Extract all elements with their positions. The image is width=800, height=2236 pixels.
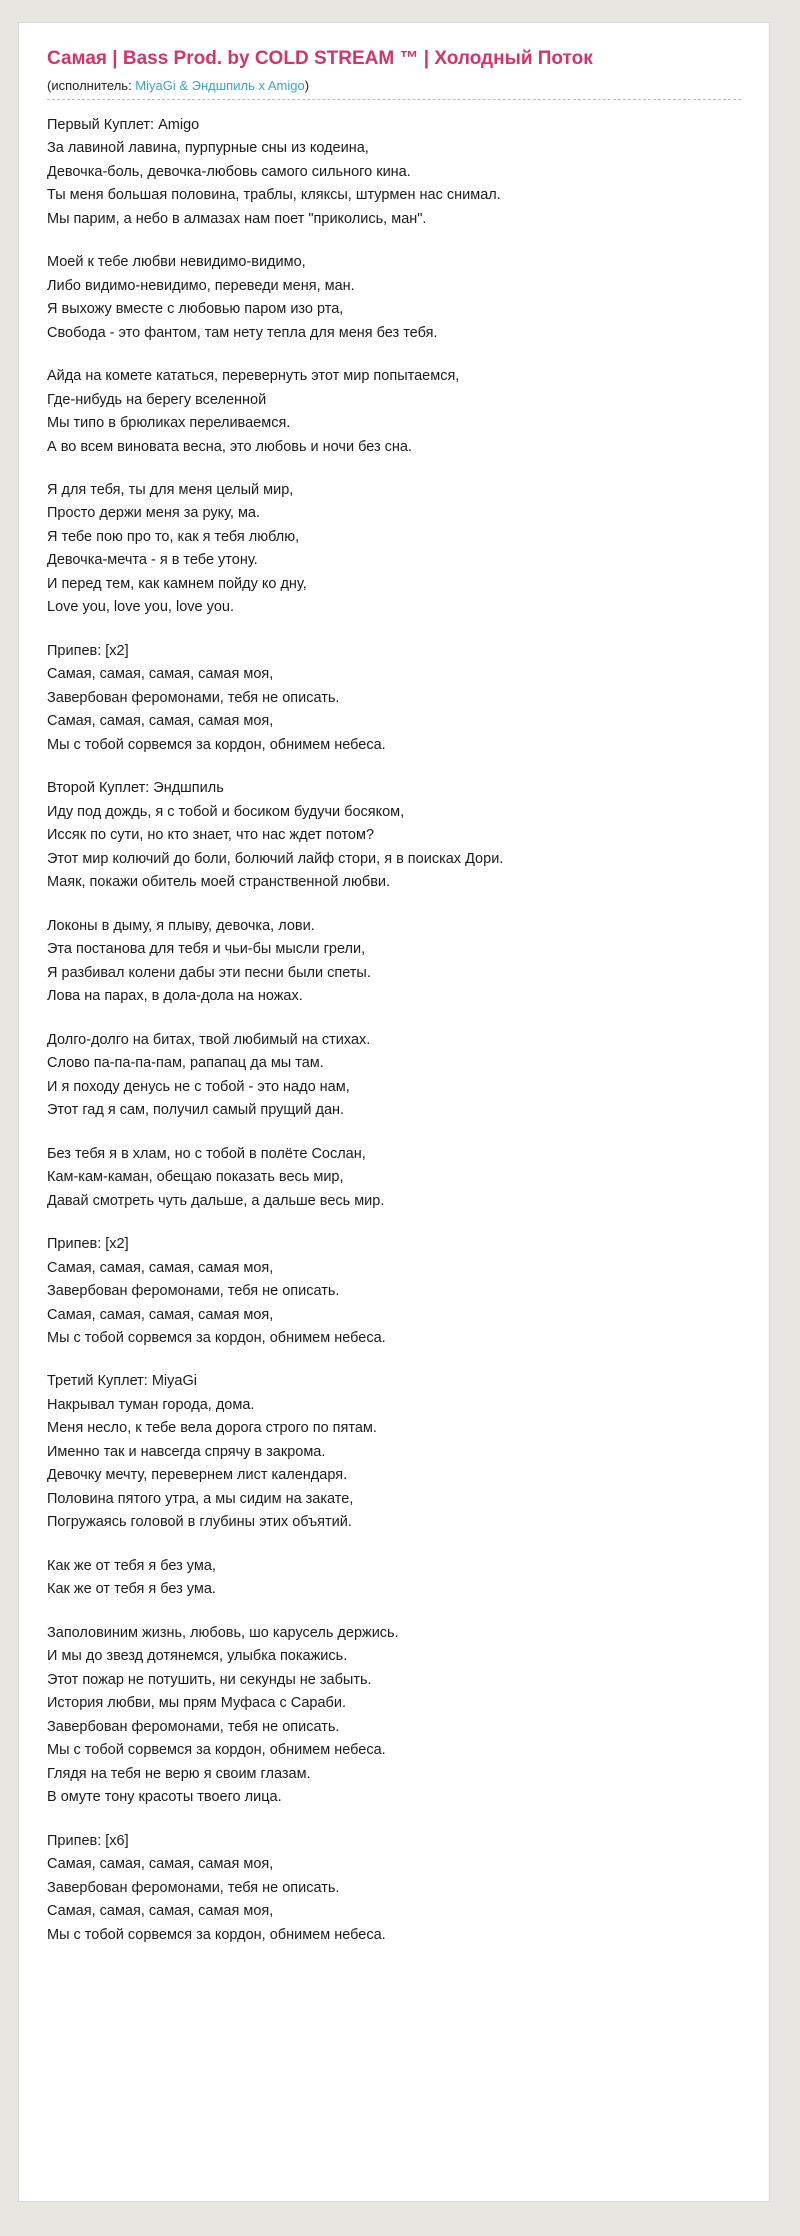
lyrics-line: Свобода - это фантом, там нету тепла для меня без тебя. [47, 324, 438, 341]
lyrics-line: Второй Куплет: Эндшпиль [47, 780, 224, 797]
lyrics-stanza [47, 1622, 747, 1810]
lyrics-stanza [47, 1555, 747, 1602]
lyrics-line: Завербован феромонами, тебя не описать. [47, 1718, 340, 1735]
lyrics-line: Ты меня большая половина, траблы, кляксы, штурмен нас снимал. [47, 187, 501, 204]
performer-suffix: ) [304, 77, 310, 93]
lyrics-line: Этот гад я сам, получил самый прущий дан. [47, 1102, 345, 1119]
lyrics-line: Девочка-мечта - я в тебе утону. [47, 552, 258, 569]
lyrics-line: Третий Куплет: MiyaGi [47, 1373, 197, 1390]
lyrics-line: Я для тебя, ты для меня целый мир, [47, 481, 294, 498]
lyrics-line: Самая, самая, самая, самая моя, [47, 666, 274, 683]
lyrics-line: Самая, самая, самая, самая моя, [47, 1306, 274, 1323]
lyrics-line: Как же от тебя я без ума, [47, 1557, 216, 1574]
lyrics-stanza [47, 1143, 747, 1213]
lyrics-line: Как же от тебя я без ума. [47, 1581, 216, 1598]
lyrics-line: Девочка-боль, девочка-любовь самого сильного кина. [47, 163, 411, 180]
lyrics-line: Мы с тобой сорвемся за кордон, обнимем небеса. [47, 1742, 386, 1759]
lyrics-line: Заполовиним жизнь, любовь, шо карусель держись. [47, 1624, 399, 1641]
lyrics-line: Я разбивал колени дабы эти песни были спеты. [47, 964, 371, 981]
lyrics-line: Девочку мечту, перевернем лист календаря. [47, 1467, 348, 1484]
lyrics-stanza [47, 1233, 747, 1350]
lyrics-line: Без тебя я в хлам, но с тобой в полёте Сослан, [47, 1145, 366, 1162]
page-title: Самая | Bass Prod. by COLD STREAM ™ | Холодный Поток [47, 48, 593, 69]
lyrics-line: Припев: [x6] [47, 1832, 129, 1849]
lyrics-stanza [47, 479, 747, 620]
lyrics-stanza [47, 1370, 747, 1534]
lyrics-line: Мы с тобой сорвемся за кордон, обнимем небеса. [47, 736, 386, 753]
lyrics-card [18, 22, 770, 2202]
divider [47, 99, 741, 100]
lyrics-line: Иссяк по сути, но кто знает, что нас ждет потом? [47, 827, 375, 844]
lyrics-stanza [47, 640, 747, 757]
performer-link[interactable]: MiyaGi & Эндшпиль x Amigo [135, 77, 305, 93]
lyrics-line: Мы типо в брюликах переливаемся. [47, 415, 291, 432]
lyrics-line: Самая, самая, самая, самая моя, [47, 1856, 274, 1873]
lyrics-line: И я походу денусь не с тобой - это надо нам, [47, 1078, 350, 1095]
lyrics-line: Иду под дождь, я с тобой и босиком будучи босяком, [47, 803, 405, 820]
lyrics-line: В омуте тону красоты твоего лица. [47, 1789, 282, 1806]
lyrics-line: Этот мир колючий до боли, болючий лайф стори, я в поисках Дори. [47, 850, 504, 867]
lyrics-line: И мы до звезд дотянемся, улыбка покажись. [47, 1648, 348, 1665]
lyrics-line: Моей к тебе любви невидимо-видимо, [47, 254, 306, 271]
lyrics-line: А во всем виновата весна, это любовь и ночи без сна. [47, 438, 413, 455]
lyrics-line: Мы парим, а небо в алмазах нам поет "приколись, ман". [47, 210, 427, 227]
lyrics-line: Слово па-па-па-пам, рапапац да мы там. [47, 1055, 324, 1072]
lyrics-line: Долго-долго на битах, твой любимый на стихах. [47, 1031, 371, 1048]
lyrics-line: Этот пожар не потушить, ни секунды не забыть. [47, 1671, 372, 1688]
lyrics-line: Завербован феромонами, тебя не описать. [47, 1879, 340, 1896]
lyrics-stanza [47, 915, 747, 1009]
lyrics-stanza [47, 365, 747, 459]
lyrics-line: Припев: [x2] [47, 642, 129, 659]
lyrics-line: Лова на парах, в дола-дола на ножах. [47, 988, 303, 1005]
lyrics-line: Погружаясь головой в глубины этих объятий. [47, 1514, 352, 1531]
lyrics-line: Я выхожу вместе с любовью паром изо рта, [47, 301, 344, 318]
lyrics-line: Припев: [x2] [47, 1236, 129, 1253]
lyrics-line: Именно так и навсегда спрячу в закрома. [47, 1443, 326, 1460]
lyrics-line: Где-нибудь на берегу вселенной [47, 391, 267, 408]
lyrics-line: Давай смотреть чуть дальше, а дальше весь мир. [47, 1192, 385, 1209]
lyrics-stanza [47, 251, 747, 345]
lyrics-body [47, 114, 747, 1947]
lyrics-line: Локоны в дыму, я плыву, девочка, лови. [47, 917, 315, 934]
lyrics-line: История любви, мы прям Муфаса с Сараби. [47, 1695, 346, 1712]
lyrics-line: Love you, love you, love you. [47, 599, 235, 616]
lyrics-line: И перед тем, как камнем пойду ко дну, [47, 575, 307, 592]
lyrics-line: Завербован феромонами, тебя не описать. [47, 1283, 340, 1300]
lyrics-line: Накрывал туман города, дома. [47, 1396, 255, 1413]
lyrics-stanza [47, 777, 747, 894]
lyrics-line: Глядя на тебя не верю я своим глазам. [47, 1765, 311, 1782]
lyrics-line: Маяк, покажи обитель моей странственной любви. [47, 874, 391, 891]
lyrics-stanza [47, 114, 747, 231]
lyrics-line: Мы с тобой сорвемся за кордон, обнимем небеса. [47, 1926, 386, 1943]
lyrics-stanza [47, 1029, 747, 1123]
lyrics-stanza [47, 1830, 747, 1947]
lyrics-line: Самая, самая, самая, самая моя, [47, 1259, 274, 1276]
performer-line [47, 78, 747, 93]
lyrics-line: Самая, самая, самая, самая моя, [47, 1903, 274, 1920]
lyrics-line: Самая, самая, самая, самая моя, [47, 713, 274, 730]
lyrics-line: Я тебе пою про то, как я тебя люблю, [47, 528, 300, 545]
lyrics-line: Айда на комете кататься, перевернуть этот мир попытаемся, [47, 368, 460, 385]
lyrics-line: Первый Куплет: Amigo [47, 116, 200, 133]
lyrics-line: За лавиной лавина, пурпурные сны из кодеина, [47, 140, 369, 157]
lyrics-line: Мы с тобой сорвемся за кордон, обнимем небеса. [47, 1330, 386, 1346]
performer-prefix: (исполнитель: [47, 77, 136, 93]
lyrics-line: Либо видимо-невидимо, переведи меня, ман. [47, 277, 355, 294]
lyrics-line: Половина пятого утра, а мы сидим на закате, [47, 1490, 354, 1507]
lyrics-line: Завербован феромонами, тебя не описать. [47, 689, 340, 706]
lyrics-line: Просто держи меня за руку, ма. [47, 505, 261, 522]
lyrics-line: Кам-кам-каман, обещаю показать весь мир, [47, 1169, 344, 1186]
lyrics-line: Меня несло, к тебе вела дорога строго по пятам. [47, 1420, 377, 1437]
lyrics-line: Эта постанова для тебя и чьи-бы мысли грели, [47, 941, 366, 958]
